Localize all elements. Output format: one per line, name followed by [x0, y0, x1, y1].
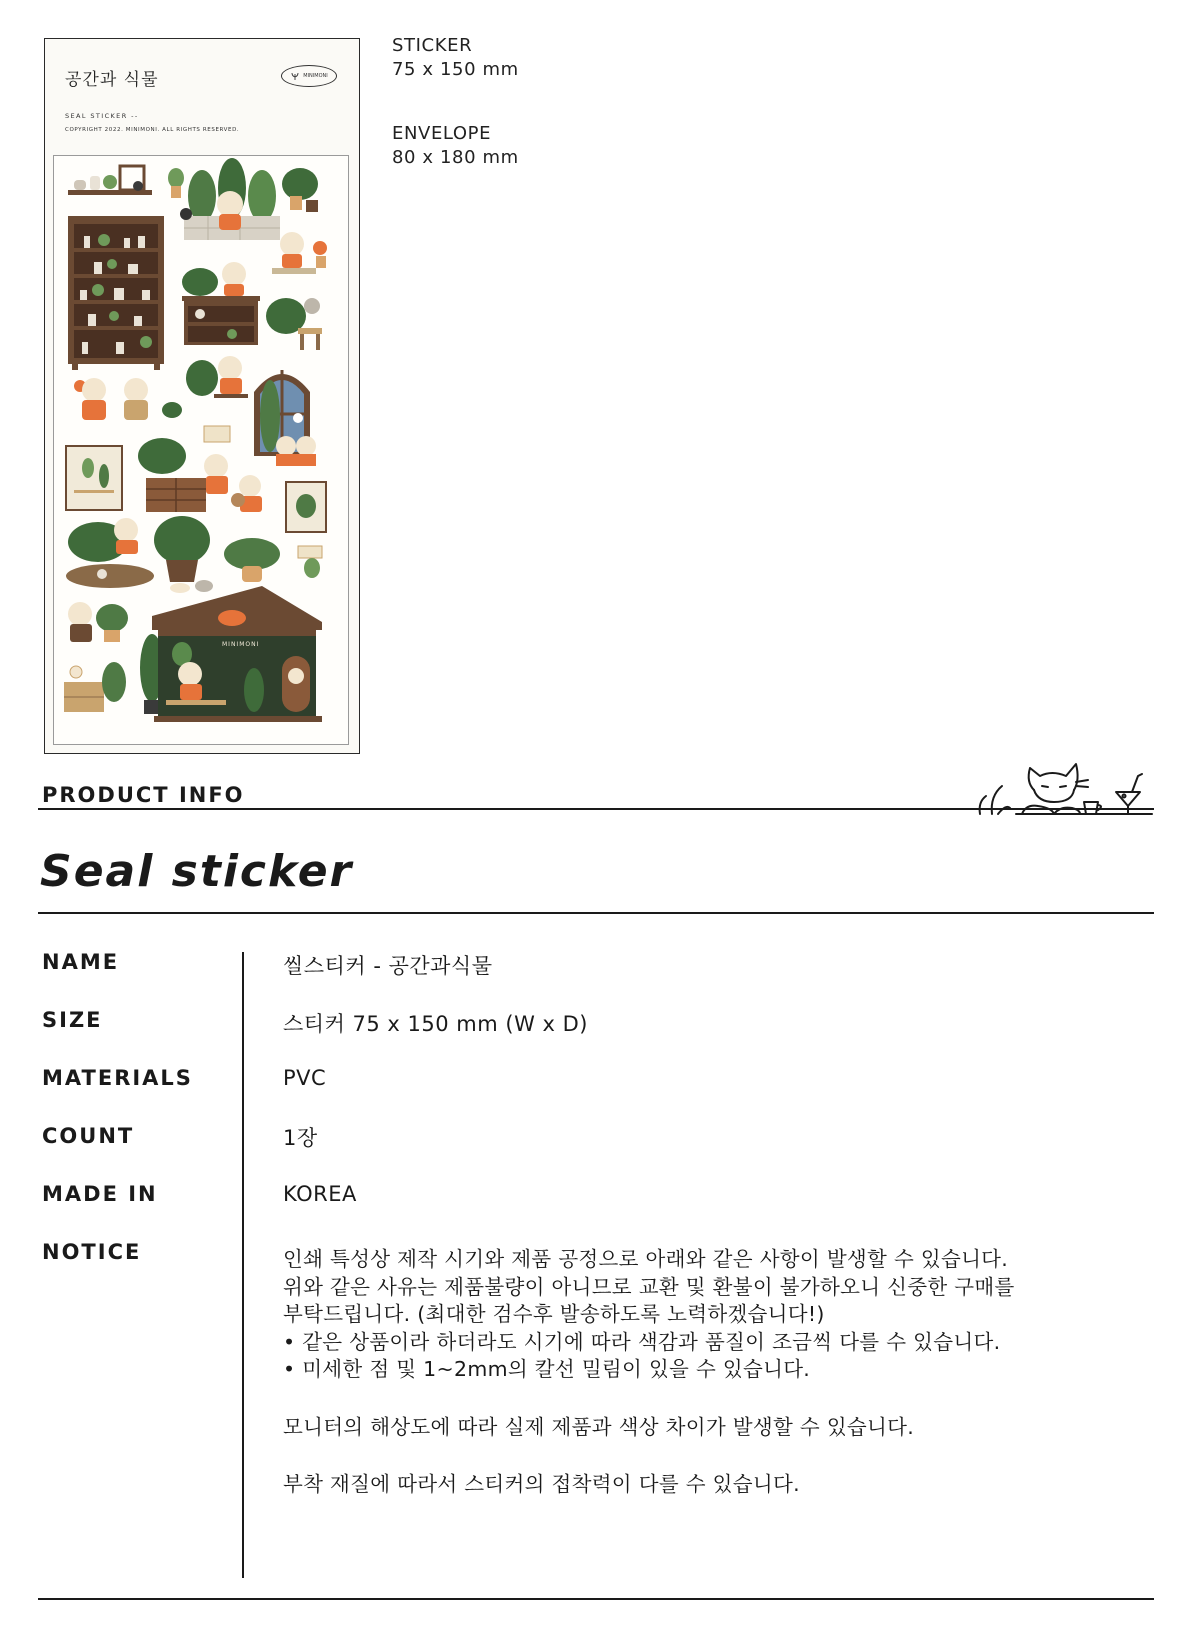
divider-top: [38, 808, 1154, 810]
notice-adhesion: 부착 재질에 따라서 스티커의 접착력이 다를 수 있습니다.: [283, 1472, 800, 1496]
product-title: Seal sticker: [40, 846, 354, 897]
sticker-dimensions: [392, 34, 519, 82]
notice-line: • 같은 상품이라 하더라도 시기에 따라 색감과 품질이 조금씩 다를 수 있습니다.: [283, 1329, 1001, 1354]
notice-line: 위와 같은 사유는 제품불량이 아니므로 교환 및 환불이 불가하오니 신중한 구매를: [283, 1274, 1015, 1299]
size-label: SIZE: [42, 1008, 103, 1032]
notice-line: • 미세한 점 및 1~2mm의 칼선 밀림이 있을 수 있습니다.: [283, 1357, 811, 1381]
materials-label: MATERIALS: [42, 1066, 193, 1090]
sheet-subtitle: SEAL STICKER --: [65, 112, 139, 120]
materials-value: PVC: [283, 1066, 327, 1090]
logo-text: MINIMONI: [303, 73, 328, 79]
sheet-title: 공간과 식물: [65, 70, 159, 90]
notice-label: NOTICE: [42, 1240, 142, 1264]
divider-middle: [38, 912, 1154, 914]
name-value: 씰스티커 - 공간과식물: [283, 954, 493, 978]
sticker-label: STICKER: [392, 35, 473, 56]
count-label: COUNT: [42, 1124, 135, 1148]
brand-logo: [281, 65, 337, 87]
notice-line: 인쇄 특성상 제작 시기와 제품 공정으로 아래와 같은 사항이 발생할 수 있습니다.: [283, 1247, 1009, 1271]
made-in-label: MADE IN: [42, 1182, 158, 1206]
sheet-copyright: COPYRIGHT 2022. MINIMONI. ALL RIGHTS RESERVED.: [65, 127, 240, 133]
name-label: NAME: [42, 950, 120, 974]
notice-text: [283, 1246, 1143, 1499]
envelope-label: ENVELOPE: [392, 123, 492, 144]
sticker-illustration: [53, 155, 349, 745]
svg-text:MINIMONI: MINIMONI: [222, 641, 260, 648]
made-in-value: KOREA: [283, 1182, 357, 1206]
product-info-heading: PRODUCT INFO: [42, 783, 245, 807]
notice-monitor: 모니터의 해상도에 따라 실제 제품과 색상 차이가 발생할 수 있습니다.: [283, 1414, 915, 1439]
notice-line: 부탁드립니다. (최대한 검수후 발송하도록 노력하겠습니다!): [283, 1302, 825, 1326]
table-column-divider: [242, 952, 244, 1578]
size-value: 스티커 75 x 150 mm (W x D): [283, 1012, 588, 1036]
cat-reading-illustration: [976, 752, 1154, 816]
sticker-size: 75 x 150 mm: [392, 59, 519, 80]
count-value: 1장: [283, 1126, 318, 1150]
leaf-icon: [290, 71, 300, 81]
divider-bottom: [38, 1598, 1154, 1600]
sticker-sheet-image: [44, 38, 360, 754]
envelope-size: 80 x 180 mm: [392, 147, 519, 168]
envelope-dimensions: [392, 122, 519, 170]
